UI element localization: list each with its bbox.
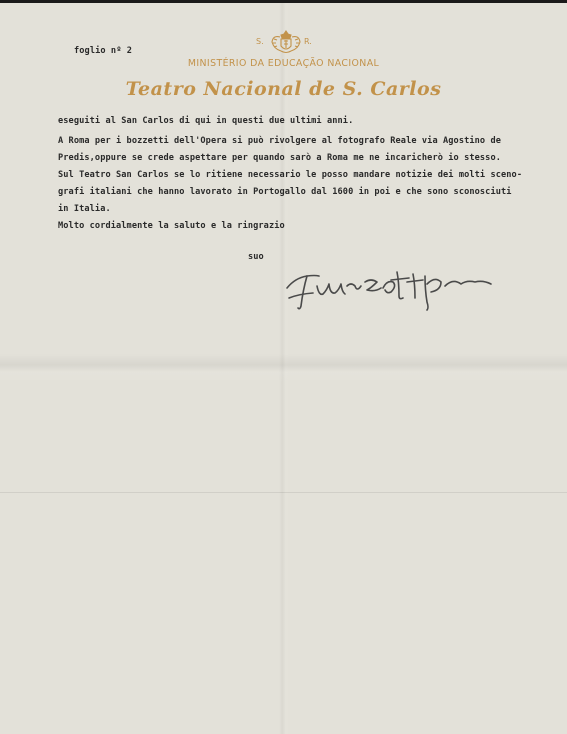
coat-of-arms-icon [270, 29, 302, 55]
ministry-name: MINISTÉRIO DA EDUCAÇÃO NACIONAL [187, 58, 380, 69]
signature [285, 268, 510, 314]
body-line: in Italia. [58, 204, 111, 214]
monogram-right: R. [304, 37, 312, 46]
body-line: grafi italiani che hanno lavorato in Portogallo dal 1600 in poi e che sono sconosciuti [58, 187, 512, 197]
body-line: Predis,oppure se crede aspettare per quando sarò a Roma me ne incaricherò io stesso. [58, 153, 502, 163]
closing-word: suo [248, 252, 264, 262]
page-number: foglio nº 2 [74, 46, 133, 56]
monogram-left: S. [256, 37, 264, 46]
letter-page [0, 3, 567, 734]
body-line: eseguiti al San Carlos di qui in questi due ultimi anni. [58, 116, 354, 126]
paper-fold [0, 492, 567, 493]
theatre-name: Teatro Nacional de S. Carlos [125, 78, 442, 100]
body-line: A Roma per i bozzetti dell'Opera si può rivolgere al fotografo Reale via Agostino de [58, 136, 502, 146]
body-line: Molto cordialmente la saluto e la ringrazio [58, 221, 285, 231]
body-line: Sul Teatro San Carlos se lo ritiene necessario le posso mandare notizie dei molti sceno- [58, 170, 523, 180]
